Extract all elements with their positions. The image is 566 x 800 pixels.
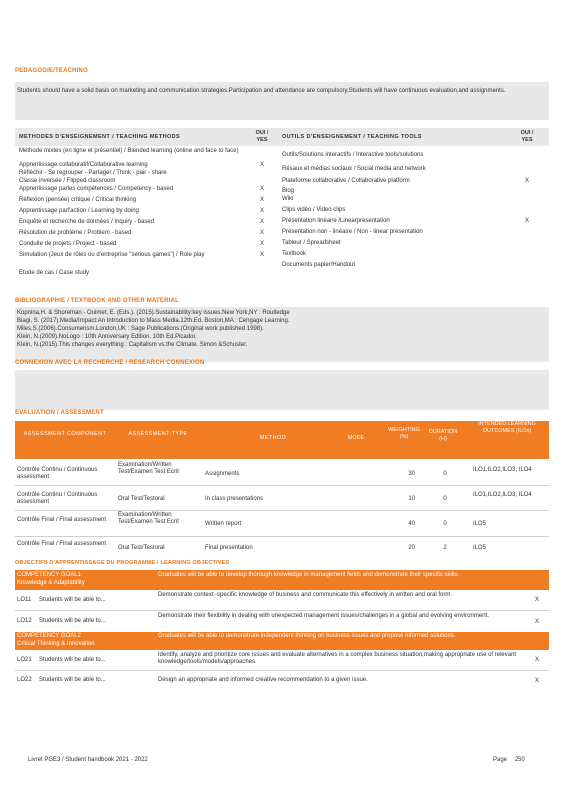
goal-2-header [15,632,549,650]
bibliography-entry: Miles,S.(2006).Consumerism.London,UK : Sage Publications.(Original work published 1998). [17,326,264,332]
tool-item: Présentation non - linéaire / Non - linear presentation [282,229,423,235]
tool-yes-mark [518,207,536,218]
tool-item: Clips vidéo / Video clips [282,207,346,213]
methods-col-header: METHODES D'ENSEIGNEMENT / TEACHING METHODS [19,134,181,140]
lo-text: Identify, analyze and prioritize core issues and evaluate alternatives in a complex business situation,making appropriate use of relevant knowledge/tools/models/approaches. [158,652,517,665]
eval-weighting: 20 [408,545,415,551]
eval-duration: 0 [443,521,447,527]
tool-item: Tableur / Spreadsheet [282,240,341,246]
eval-header-method: METHOD [259,435,287,441]
method-item: Réfléchir - Se regrouper - Partager / Think - pair - share [19,170,167,176]
eval-method: Final presentation [205,545,253,551]
evaluation-heading: EVALUATION / ASSESSMENT [15,410,104,416]
tool-yes-mark: X [524,218,529,224]
method-item: Résolution de problème / Problem - based [19,230,132,236]
bibliography-entry: Kopnina,H. & Shoreman - Ouimet, E. (Eds.). (2015).Sustainability:key issues.New York,NY : Routledge [17,310,290,316]
goal-1-items [15,591,549,631]
method-item: Apprentissage collaboratif/Collaborative learning [19,162,148,168]
tool-item: Wiki [282,196,294,202]
method-yes-mark: X [259,208,264,214]
methods-yes-header: OUI / YES [255,130,269,143]
lo-lead: Students will be able to... [39,677,106,683]
methods-yes-col [253,148,271,278]
eval-method: In class presentations [205,496,264,502]
method-yes-mark: X [259,219,264,225]
method-item: Conduite de projets / Project - based [19,241,117,247]
method-yes-mark: X [259,162,264,168]
tool-item: Présentation linéaire /Linearpresentation [282,218,390,224]
method-yes-mark [253,148,271,162]
tool-yes-mark [518,152,536,166]
eval-header-outcomes: INTENDED LEARNING OUTCOMES (ILOs) [478,421,536,434]
eval-type: Oral Test/Testoral [118,496,165,502]
method-item: Enquête et recherche de données / Inquiry - based [19,219,155,225]
method-item: Simulation (Jeux de rôles ou d'entreprise "serious games") / Role play [19,252,205,258]
method-item: Etude de cas / Case study [19,270,90,276]
tools-list [282,152,512,273]
tool-yes-mark [518,188,536,196]
tool-item: Textbook [282,251,307,257]
tool-item: Documents papier/Handout [282,262,356,268]
lo-text: Demonstrate context -specific knowledge of business and communicate this effectively in written and oral form. [158,592,453,598]
tools-yes-col [518,152,536,273]
eval-component: Contrôle Final / Final assessment [17,541,107,547]
eval-duration: 0 [443,471,447,477]
eval-header-type: ASSESSMENT TYPE [128,431,188,437]
method-yes-mark: X [259,252,264,258]
eval-component: Contrôle Continu / Continuous assessment [17,467,98,480]
lo-code: LO21 [17,657,32,663]
list-item [15,671,549,691]
eval-type: Examination/Written Test/Examen Test Ecrit [118,512,179,525]
eval-outcomes: ILO1,ILO2,ILO3, ILO4 [473,467,532,473]
lo-code: LO12 [17,618,32,624]
eval-method: Assignments [205,471,240,477]
tools-yes-header: OUI / YES [520,130,534,143]
method-yes-mark: X [259,241,264,247]
goal-1-label: COMPETENCY GOAL1 [17,572,81,578]
method-item: Apprentissage parles compétences / Competency - based [19,186,174,192]
list-item [15,591,549,610]
method-yes-mark [253,170,271,178]
goal-2-name: Critical Thinking & Innovation [17,641,95,647]
evaluation-header-row [15,421,549,459]
footer-page-label: Page [493,757,508,763]
eval-outcomes: ILO5 [473,545,487,551]
lo-lead: Students will be able to... [39,597,106,603]
goal-2-text: Graduates will be able to demonstrate independent thinking on business issues and propose informed solutions. [158,633,456,639]
tool-yes-mark [518,251,536,262]
eval-component: Contrôle Continu / Continuous assessment [17,492,98,505]
lo-text: Demonstrate their flexibility in dealing with unexpected management issues/challenges in a global and evolving environment. [158,613,489,619]
objectives-heading: OBJECTIFS D'APPRENTISSAGE DU PROGRAMME / LEARNING OBJECTIVES [15,560,230,566]
lo-lead: Students will be able to... [39,618,106,624]
list-item [15,651,549,670]
lo-mark: X [535,619,540,625]
pedagogy-box [15,82,549,120]
tool-item: Outils/Solutions interactifs / Interactive tools/solutions [282,152,424,158]
method-yes-mark: X [259,197,264,203]
bibliography-box [15,307,549,362]
bibliography-entry: Biagi, S. (2017).Media/Impact:An Introduction to Mass Media.12th.Ed. Boston,MA : Cengage Learning. [17,318,290,324]
evaluation-body [15,461,549,559]
pedagogy-heading: PEDAGOGIE/TEACHING [15,68,88,74]
methods-table [15,128,549,296]
tool-yes-mark [518,196,536,207]
tools-col-header: OUTILS D'ENSEIGNEMENT / TEACHING TOOLS [282,134,422,140]
method-yes-mark: X [259,186,264,192]
eval-weighting: 40 [408,521,415,527]
table-row [15,461,549,485]
research-box [15,370,549,410]
eval-outcomes: ILO5 [473,521,487,527]
lo-text: Design an appropriate and informed creative recommendation to a given issue. [158,677,368,683]
eval-duration: 2 [443,545,447,551]
tool-item: Plateforme collaborative / Collaborative platform [282,178,410,184]
lo-mark: X [535,657,540,663]
tool-yes-mark [518,262,536,273]
goal-2-label: COMPETENCY GOAL2 [17,633,81,639]
method-item: Réflexion (pensée) critique / Critical thinking [19,197,137,203]
list-item [15,611,549,631]
table-row [15,486,549,510]
table-row [15,537,549,559]
table-row [15,511,549,536]
method-item: Methode mixtes (en ligne et présentiel) / Blended learning (online and face to face) [19,148,239,154]
method-yes-mark [253,270,271,278]
lo-lead: Students will be able to... [39,657,106,663]
footer-handbook: Livret PGE3 / Student handbook 2021 - 2022 [28,757,148,763]
eval-header-weighting: WEIGHTING (%) [388,427,420,440]
footer-page [493,757,525,763]
methods-list [19,148,249,278]
eval-weighting: 30 [408,471,415,477]
method-item: Classe inversée / Flipped classroom [19,178,116,184]
pedagogy-text: Students should have a solid basis on marketing and communication strategies.Participation and attendance are compulsory.Students will have continuous evaluation,and assignments. [17,88,506,94]
goal-1-header [15,570,549,590]
tool-yes-mark [518,229,536,240]
method-yes-mark: X [259,230,264,236]
tool-yes-mark: X [524,178,529,184]
method-yes-mark [253,178,271,186]
lo-mark: X [535,597,540,603]
eval-component: Contrôle Final / Final assessment [17,517,107,523]
eval-outcomes: ILO1,ILO2,ILO3, ILO4 [473,492,532,498]
eval-method: Written report [205,521,242,527]
bibliography-entry: Klein, N.(2015).This changes everything : Capitalism vs.the Climate. Simon &Schuster. [17,342,248,348]
footer-page-number: 250 [514,757,525,763]
bibliography-list [17,310,545,350]
tool-item: Résaux et médias sociaux / Social media and network [282,166,426,172]
tool-item: Blog [282,188,295,194]
lo-mark: X [535,678,540,684]
lo-code: LO22 [17,677,32,683]
goal-2-items [15,651,549,691]
eval-header-mode: MODE [347,435,365,441]
bibliography-entry: Klein, N.(2009).NoLogo : 10th Anniversary Edition. 10th Ed.Picador. [17,334,197,340]
eval-header-duration: DURATION (H) [428,429,458,442]
goal-1-text: Graduates will be able to develop thorough knowledge in management fields and demonstrate their specific skills. [158,572,460,578]
eval-type: Examination/Written Test/Examen Test Ecrit [118,462,179,475]
lo-code: LO11 [17,597,32,603]
eval-type: Oral Test/Testoral [118,545,165,551]
bibliography-heading: BIBLIOGRAPHIE / TEXTBOOK AND OTHER MATERIAL [15,298,179,304]
eval-header-component: ASSESSMENT COMPONENT [23,431,107,437]
tool-yes-mark [518,166,536,178]
research-heading: CONNEXION AVEC LA RECHERCHE / RESEARCH CONNEXION [15,360,205,366]
tool-yes-mark [518,240,536,251]
goal-1-name: Knowledge & Adaptability [17,580,85,586]
eval-duration: 0 [443,496,447,502]
eval-weighting: 10 [408,496,415,502]
method-item: Apprentissage parl'action / Learning by doing [19,208,139,214]
